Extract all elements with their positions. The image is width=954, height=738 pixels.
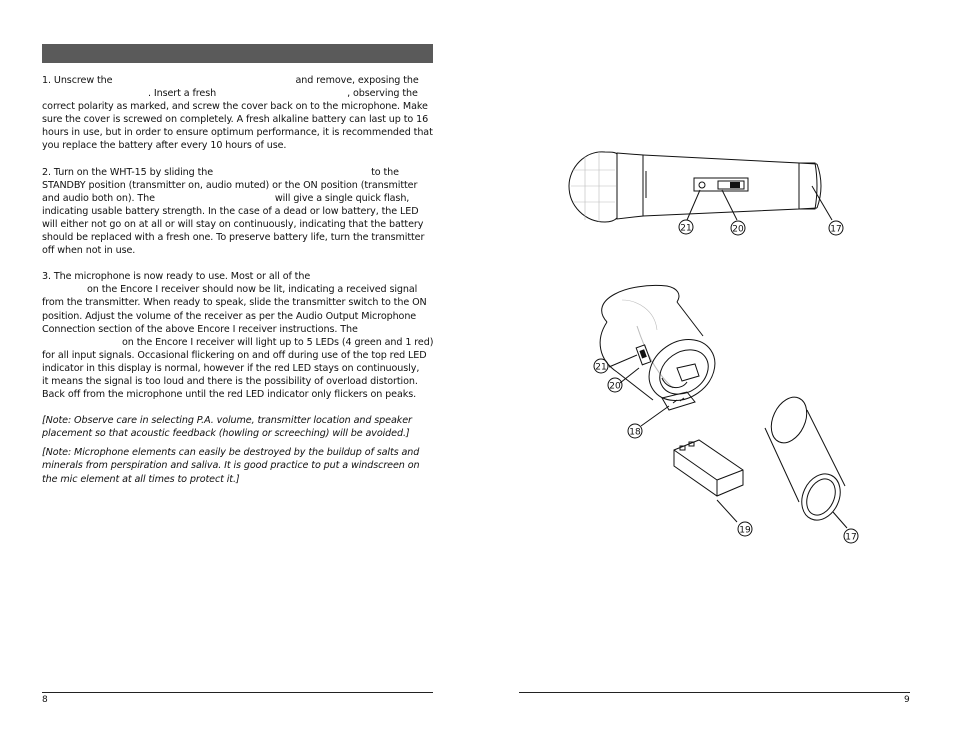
instructions-text [42, 74, 434, 492]
step-2-text-a: 2. Turn on the WHT-15 by sliding the [42, 166, 214, 178]
callout-17-top: 17 [830, 224, 842, 235]
callout-20-bottom: 20 [609, 381, 621, 392]
callout-18-bottom: 18 [629, 427, 641, 438]
callout-21-bottom: 21 [595, 362, 607, 373]
step-3-text-c: from the transmitter. When ready to speak, slide the transmitter switch to the ON position. Adjust the volume of the receiver as per the Audio Output Microphone Connection section of the above Encore I receiver instructions. The [42, 297, 427, 335]
step-1-paragraph [42, 74, 434, 153]
note-feedback: [Note: Observe care in selecting P.A. volume, transmitter location and speaker placement so that acoustic feedback (howling or screeching) will be avoided.] [42, 415, 412, 440]
step-1-text-d: , observing the [347, 88, 418, 100]
callout-17-bottom: 17 [845, 532, 857, 543]
page-number: 8 [42, 695, 48, 705]
section-header-bar [42, 44, 433, 63]
microphone-illustration [477, 0, 954, 738]
callout-20-top: 20 [732, 224, 744, 235]
step-3-text-e: it means the signal is too loud and there is the possibility of overload distortion. Back off from the microphone until the red LED indicator only flickers on peaks. [42, 375, 418, 401]
footer-rule [519, 692, 910, 693]
assembled-microphone-drawing [569, 152, 821, 222]
page-number: 9 [904, 695, 910, 705]
callout-21-top: 21 [680, 223, 692, 234]
step-3-paragraph [42, 270, 434, 401]
note-windscreen: [Note: Microphone elements can easily be destroyed by the buildup of salts and minerals from perspiration and saliva. It is good practice to put a windscreen on the mic element at all times to protect it.] [42, 447, 420, 485]
step-3-text-d: on the Encore I receiver will light up to 5 LEDs (4 green and 1 red) for all input signals. Occasional flickering on and off during use of the top red LED indicator in this display is normal, however if the red LED stays on continuously, [42, 336, 434, 374]
step-2-text-c: STANDBY position (transmitter on, audio muted) or the ON position (transmitter and audio both on). The [42, 179, 418, 204]
step-1-text-a: 1. Unscrew the [42, 75, 113, 86]
step-2-text-b: to the [371, 166, 399, 178]
step-1-text-b: and remove, exposing the [295, 75, 419, 86]
step-3-text-a: 3. The microphone is now ready to use. Most or all of the [42, 271, 311, 283]
callout-19-bottom: 19 [739, 525, 751, 536]
step-2-paragraph [42, 166, 434, 258]
exploded-microphone-drawing [600, 285, 847, 526]
step-3-text-b: on the Encore I receiver should now be lit, indicating a received signal [87, 284, 418, 296]
right-page [477, 0, 954, 738]
step-1-text-c: . Insert a fresh [148, 88, 217, 100]
step-1-text-e: correct polarity as marked, and screw the cover back on to the microphone. Make sure the cover is screwed on completely. A fresh alkaline battery can last up to 16 hours in use, but in order to ensure optimum performance, it is recommended that you replace the battery after every 10 hours of use. [42, 101, 433, 152]
footer-rule [42, 692, 433, 693]
step-2-text-d: will give a single quick flash, indicating usable battery strength. In the case of a dead or low battery, the LED will either not go on at all or will stay on continuously, indicating that the battery should be replaced with a fresh one. To preserve battery life, turn the transmitter off when not in use. [42, 192, 425, 257]
